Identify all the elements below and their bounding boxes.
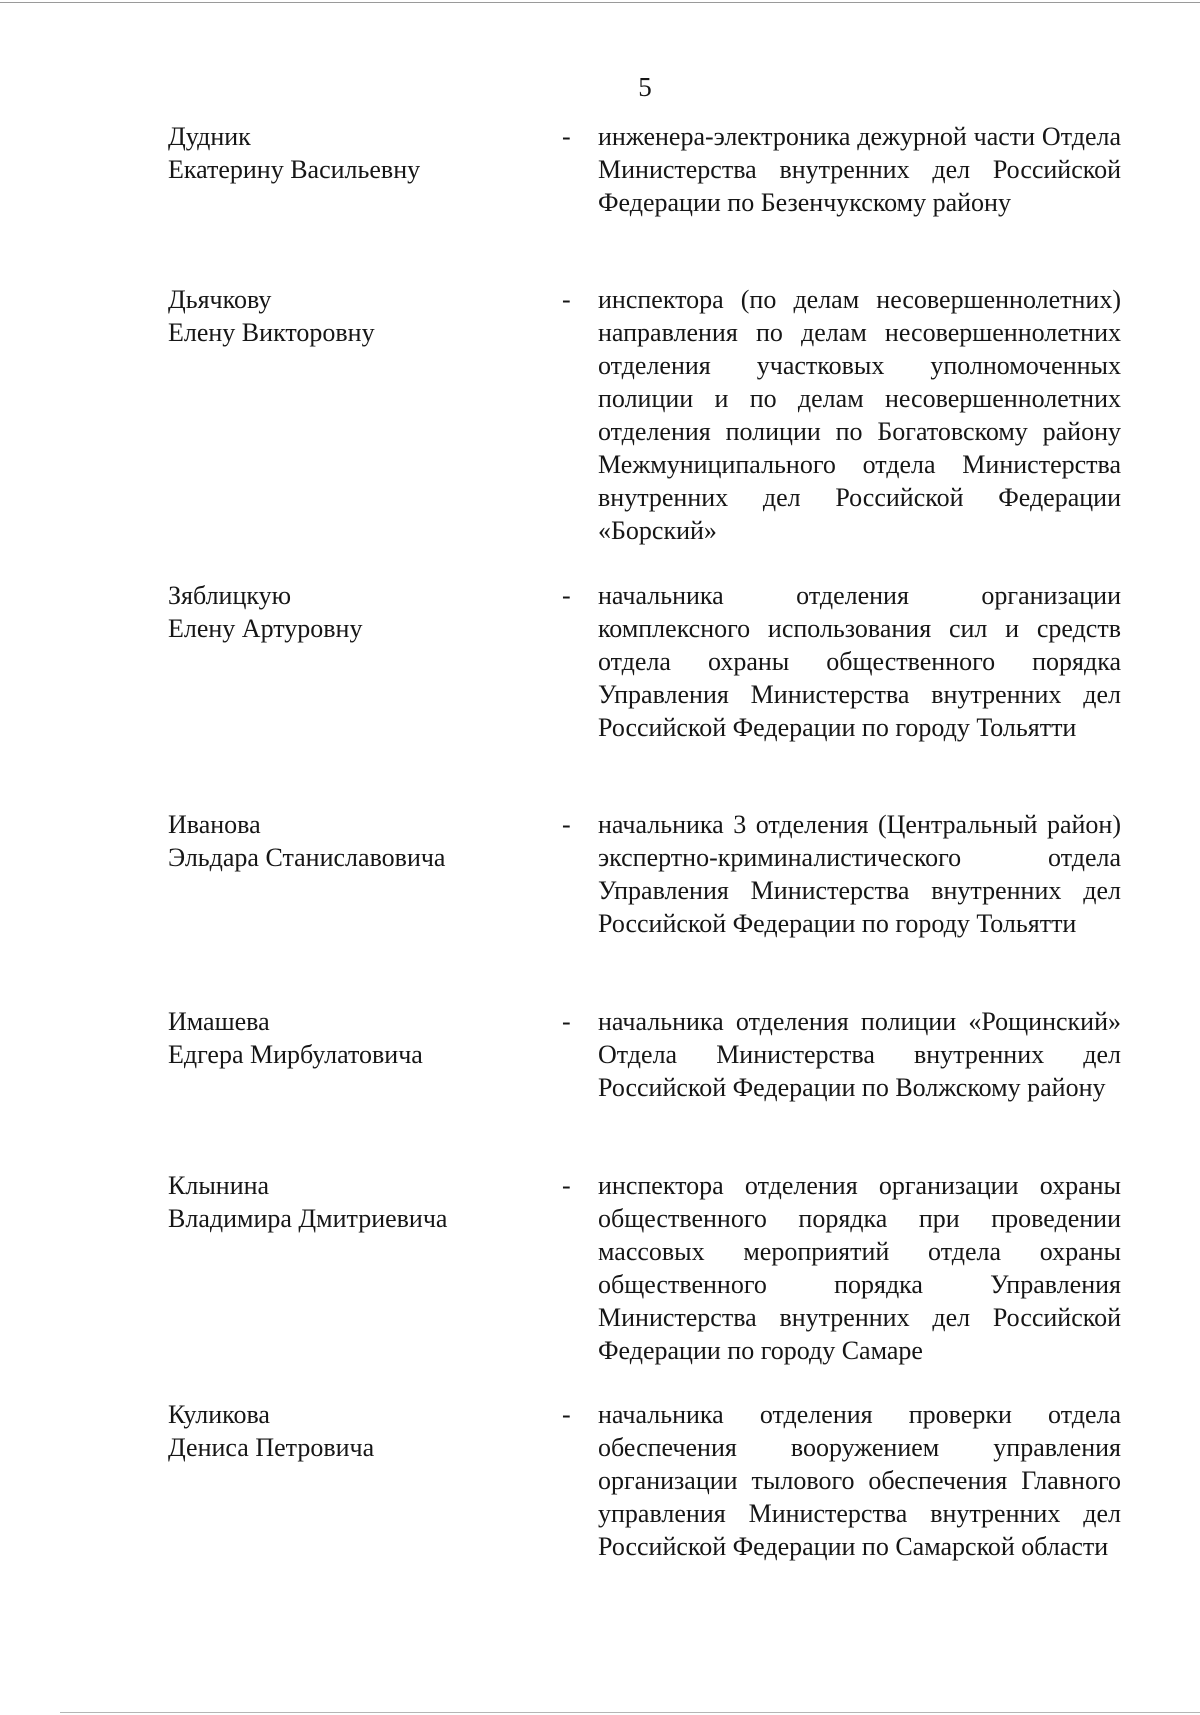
person-name [168, 808, 548, 874]
position-description: начальника отделения проверки отдела обеспечения вооружением управления организации тылового обеспечения Главного управления Министерства внутренних дел Российской Федерации по Самарской области [598, 1400, 1121, 1561]
person-name [168, 1398, 548, 1464]
person-surname: Клынина [168, 1171, 270, 1200]
person-given-names: Елену Викторовну [168, 318, 375, 347]
position-description: инспектора отделения организации охраны общественного порядка при проведении массовых мероприятий отдела охраны общественного порядка Управления Министерства внутренних дел Российской Федерации по городу Самаре [598, 1171, 1121, 1365]
person-name [168, 1005, 548, 1071]
person-surname: Дьячкову [168, 285, 272, 314]
person-name [168, 120, 548, 186]
position-description: начальника отделения организации комплексного использования сил и средств отдела охраны общественного порядка Управления Министерства внутренних дел Российской Федерации по городу Тольятти [598, 581, 1121, 742]
separator-dash: - [562, 122, 571, 151]
page-number: 5 [638, 72, 652, 102]
person-given-names: Владимира Дмитриевича [168, 1204, 448, 1233]
scan-edge-bottom [60, 1712, 1200, 1713]
person-given-names: Едгера Мирбулатовича [168, 1040, 423, 1069]
person-surname: Куликова [168, 1400, 270, 1429]
separator-dash: - [562, 285, 571, 314]
person-surname: Дудник [168, 122, 251, 151]
scan-edge-top [0, 2, 1200, 3]
separator-dash: - [562, 1171, 571, 1200]
person-surname: Иванова [168, 810, 261, 839]
position-description: инспектора (по делам несовершеннолетних) направления по делам несовершеннолетних отделения участковых уполномоченных полиции и по делам несовершеннолетних отделения полиции по Богатовскому району Межмуниципального отдела Министерства внутренних дел Российской Федерации «Борский» [598, 285, 1121, 545]
person-surname: Имашева [168, 1007, 270, 1036]
position-description: начальника 3 отделения (Центральный район) экспертно-криминалистического отдела Управления Министерства внутренних дел Российской Федерации по городу Тольятти [598, 810, 1121, 938]
position-description: начальника отделения полиции «Рощинский» Отдела Министерства внутренних дел Российской Федерации по Волжскому району [598, 1007, 1121, 1102]
person-name [168, 579, 548, 645]
person-given-names: Дениса Петровича [168, 1433, 375, 1462]
person-given-names: Елену Артуровну [168, 614, 363, 643]
separator-dash: - [562, 581, 571, 610]
person-given-names: Екатерину Васильевну [168, 155, 421, 184]
person-name [168, 1169, 548, 1235]
person-name [168, 283, 548, 349]
separator-dash: - [562, 1400, 571, 1429]
separator-dash: - [562, 810, 571, 839]
person-given-names: Эльдара Станиславовича [168, 843, 446, 872]
position-description: инженера-электроника дежурной части Отдела Министерства внутренних дел Российской Федерации по Безенчукскому району [598, 122, 1121, 217]
person-surname: Зяблицкую [168, 581, 292, 610]
separator-dash: - [562, 1007, 571, 1036]
